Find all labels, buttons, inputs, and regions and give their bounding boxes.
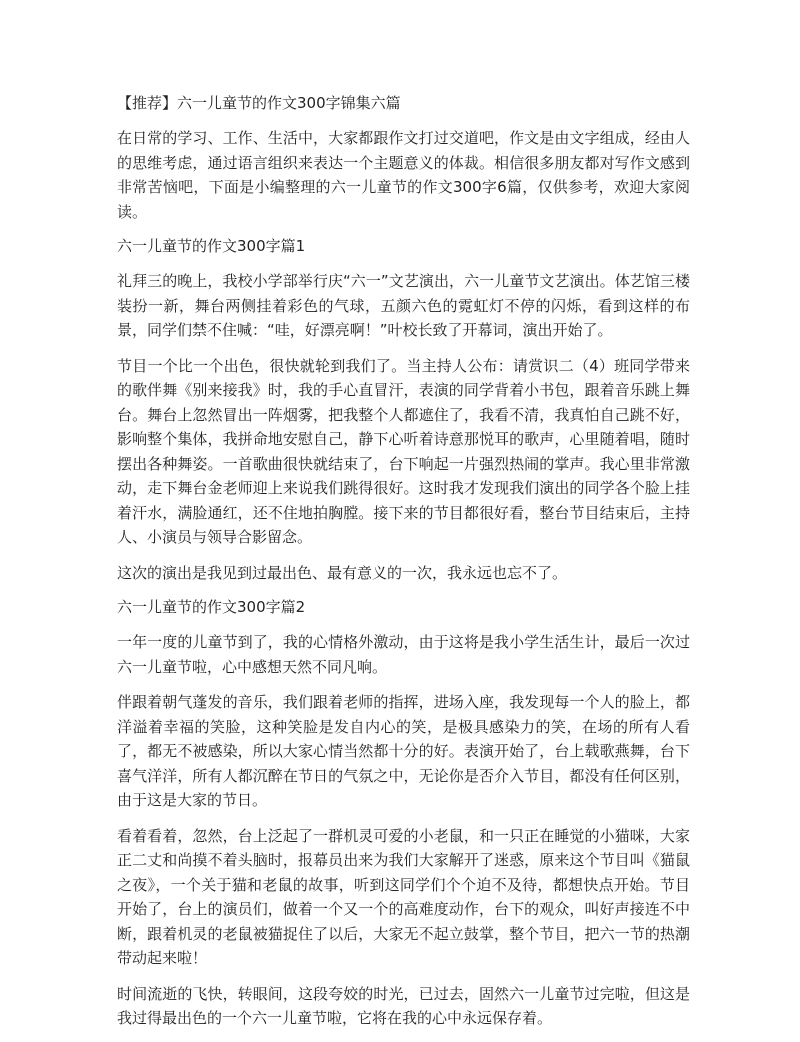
section-2	[117, 596, 690, 1031]
paragraph: 看着看着，忽然，台上泛起了一群机灵可爱的小老鼠，和一只正在睡觉的小猫咪，大家正二丈和尚摸不着头脑时，报幕员出来为我们大家解开了迷惑，原来这个节目叫《猫鼠之夜》，一个关于猫和老鼠的故事，听到这同学们个个迫不及待，都想快点开始。节目开始了，台上的演员们，做着一个又一个的高难度动作，台下的观众，叫好声接连不中断，跟着机灵的老鼠被猫捉住了以后，大家无不起立鼓掌，整个节目，把六一节的热潮带动起来啦！	[117, 826, 690, 967]
paragraph: 节目一个比一个出色，很快就轮到我们了。当主持人公布：请赏识二（4）班同学带来的歌伴舞《别来接我》时，我的手心直冒汗，表演的同学背着小书包，跟着音乐跳上舞台。舞台上忽然冒出一阵烟雾，把我整个人都遮住了，我看不清，我真怕自己跳不好，影响整个集体，我拼命地安慰自己，静下心听着诗意那悦耳的歌声，心里随着唱，随时摆出各种舞姿。一首歌曲很快就结束了，台下响起一片强烈热闹的掌声。我心里非常激动，走下舞台金老师迎上来说我们跳得很好。这时我才发现我们演出的同学各个脸上挂着汗水，满脸通红，还不住地拍胸膛。接下来的节目都很好看，整台节目结束后，主持人、小演员与领导合影留念。	[117, 356, 690, 546]
paragraph: 伴跟着朝气蓬发的音乐，我们跟着老师的指挥，进场入座，我发现每一个人的脸上，都洋溢着幸福的笑脸，这种笑脸是发自内心的笑，是极具感染力的笑，在场的所有人看了，都无不被感染，所以大家心情当然都十分的好。表演开始了，台上载歌燕舞，台下喜气洋洋，所有人都沉醉在节日的气氛之中，无论你是否介入节目，都没有任何区别，由于这是大家的节日。	[117, 693, 690, 809]
section-1	[117, 235, 690, 585]
paragraph: 一年一度的儿童节到了，我的心情格外激动，由于这将是我小学生活生计，最后一次过六一儿童节啦，心中感想天然不同凡响。	[117, 633, 690, 676]
intro-paragraph: 在日常的学习、工作、生活中，大家都跟作文打过交道吧，作文是由文字组成，经由人的思维考虑，通过语言组织来表达一个主题意义的体裁。相信很多朋友都对写作文感到非常苦恼吧，下面是小编整理的六一儿童节的作文300字6篇，仅供参考，欢迎大家阅读。	[117, 129, 690, 221]
section-heading: 六一儿童节的作文300字篇2	[117, 598, 306, 616]
paragraph: 礼拜三的晚上，我校小学部举行庆“六一”文艺演出，六一儿童节文艺演出。体艺馆三楼装扮一新，舞台两侧挂着彩色的气球，五颜六色的霓虹灯不停的闪烁，看到这样的布景，同学们禁不住喊：“哇，好漂亮啊！”叶校长致了开幕词，演出开始了。	[117, 272, 690, 339]
document-title: 【推荐】六一儿童节的作文300字锦集六篇	[117, 94, 401, 112]
document-page	[117, 92, 690, 1042]
section-heading: 六一儿童节的作文300字篇1	[117, 237, 306, 255]
paragraph: 这次的演出是我见到过最出色、最有意义的一次，我永远也忘不了。	[117, 563, 568, 582]
paragraph: 时间流逝的飞快，转眼间，这段夸姣的时光，已过去，固然六一儿童节过完啦，但这是我过得最出色的一个六一儿童节啦，它将在我的心中永远保存着。	[117, 984, 690, 1027]
